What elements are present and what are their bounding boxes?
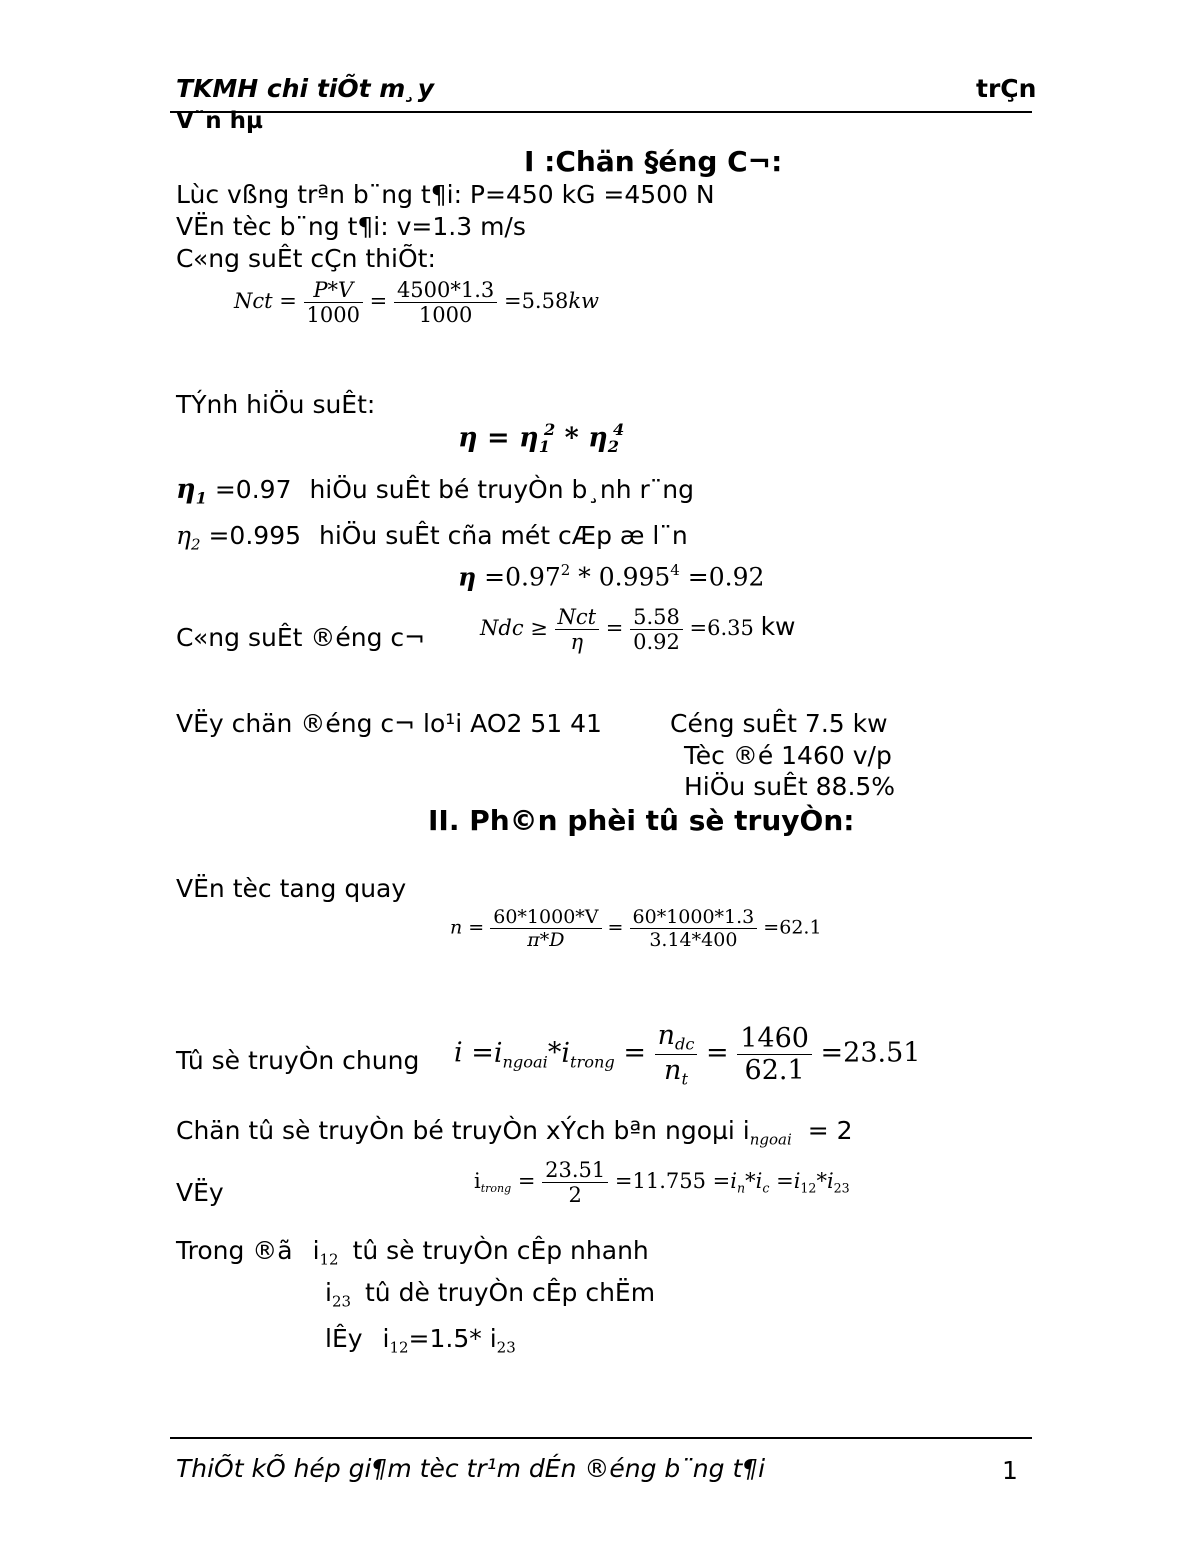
eq-ndc-result: 6.35 [707,616,754,640]
eq-nct-fraction-2: $\frac{4500*1.3}{1000}$ [394,278,497,327]
eq-i-fraction-1: $\frac{n_{dc}}{n_t}$ [655,1020,698,1088]
eta2-value: =0.995 [208,521,302,550]
equation-eta-general: $\eta = \eta_1^2 * \eta_2^4$ [458,420,625,456]
efficiency-label: TÝnh hiÖu suÊt: [176,390,376,419]
eq-i-fraction-2: $\frac{1460}{62.1}$ [737,1023,812,1086]
eq-nct-lhs: Nct [234,289,273,313]
eq-n-fraction-1: $\frac{60*1000*V}{\pi*D}$ [490,906,601,951]
motor-power-label: C«ng suÊt ®éng c¬ [176,623,426,652]
overall-ratio-label: Tû sè truyÒn chung [176,1046,420,1075]
equation-inner-ratio: $i_{trong}$ = $\frac{23.51}{2}$ $=11.755 =i_n*i_c =i_{12}*i_{23}$ [474,1158,850,1207]
eta2-description: hiÖu suÊt cña mét cÆp æ l¨n [318,521,688,550]
eta1-line: $\eta_1 =0.97$ hiÖu suÊt bé truyÒn b¸nh r¨ng [176,474,694,508]
equation-ndc: Ndc ≥ $\frac{\text{Nct}}{\eta}$ = $\frac{5.58}{0.92}$ =6.35 kw [480,605,796,654]
equation-eta-total: $\eta =0.97^2 * 0.995^4 =0.92$ [458,561,765,592]
eta1-value: =0.97 [214,475,292,504]
eta1-description: hiÖu suÊt bé truyÒn b¸nh r¨ng [309,475,694,504]
motor-speed-spec: Tèc ®é 1460 v/p [684,741,892,770]
outer-ratio-line: Chän tû sè truyÒn bé truyÒn xÝch bªn ngoµi $i_{ngoai} = 2$ [176,1116,853,1149]
so-label: VËy [176,1178,224,1207]
equation-overall-ratio: $i =i_{ngoai}*i_{trong}$ = $\frac{n_{dc}}{n_t}$ = $\frac{1460}{62.1}$ =23.51 [454,1020,921,1089]
eq-nct-fraction-1: $\frac{P*V}{1000}$ [304,278,363,327]
header-subtitle: V¨n hµ [176,108,263,134]
eq-n-fraction-2: $\frac{60*1000*1.3}{3.14*400}$ [630,906,758,951]
take-ratio-line: lÊy $i_{12}=1.5*$ $i_{23}$ [325,1324,516,1357]
eq-i-result: 23.51 [843,1037,921,1069]
eq-ndc-fraction-1: $\frac{\text{Nct}}{\eta}$ [555,605,600,654]
footer-text: ThiÕt kÕ hép gi¶m tèc tr¹m dÉn ®éng b¨ng t¶i [176,1454,766,1483]
eq-trong-fraction: $\frac{23.51}{2}$ [542,1158,608,1207]
header-rule [170,111,1032,113]
force-line: Lùc vßng trªn b¨ng t¶i: P=450 kG =4500 N [176,180,715,209]
page-number: 1 [1002,1456,1018,1485]
motor-power-spec: Céng suÊt 7.5 kw [670,709,888,738]
footer-rule [170,1437,1032,1439]
header-title: TKMH chi tiÕt m¸y [176,74,435,103]
eq-nct-result: 5.58 [521,289,569,313]
section1-title: I :Chän §éng C¬: [524,145,783,178]
motor-choice-line: VËy chän ®éng c¬ lo¹i AO2 51 41 [176,709,602,738]
where-line: Trong ®ã $i_{12}$ tû sè truyÒn cÊp nhanh [176,1236,649,1269]
section2-title: II. Ph©n phèi tû sè truyÒn: [428,804,855,837]
equation-nct: Nct = $\frac{P*V}{1000}$ = $\frac{4500*1.3}{1000}$ =5.58kw [234,278,600,327]
i23-line: $i_{23}$ tû dè truyÒn cÊp chËm [325,1278,656,1311]
speed-line: VËn tèc b¨ng t¶i: v=1.3 m/s [176,212,526,241]
power-label: C«ng suÊt cÇn thiÕt: [176,244,436,273]
eq-n-result: 62.1 [779,916,822,939]
motor-efficiency-spec: HiÖu suÊt 88.5% [684,772,896,801]
header-right: trÇn [976,74,1037,103]
eq-ndc-fraction-2: $\frac{5.58}{0.92}$ [630,605,683,654]
eta2-line: $\eta_2 =0.995$ hiÖu suÊt cña mét cÆp æ l¨n [176,521,688,554]
drum-speed-label: VËn tèc tang quay [176,874,407,903]
equation-drum-speed: n = $\frac{60*1000*V}{\pi*D}$ = $\frac{60*1000*1.3}{3.14*400}$ =62.1 [450,906,822,951]
